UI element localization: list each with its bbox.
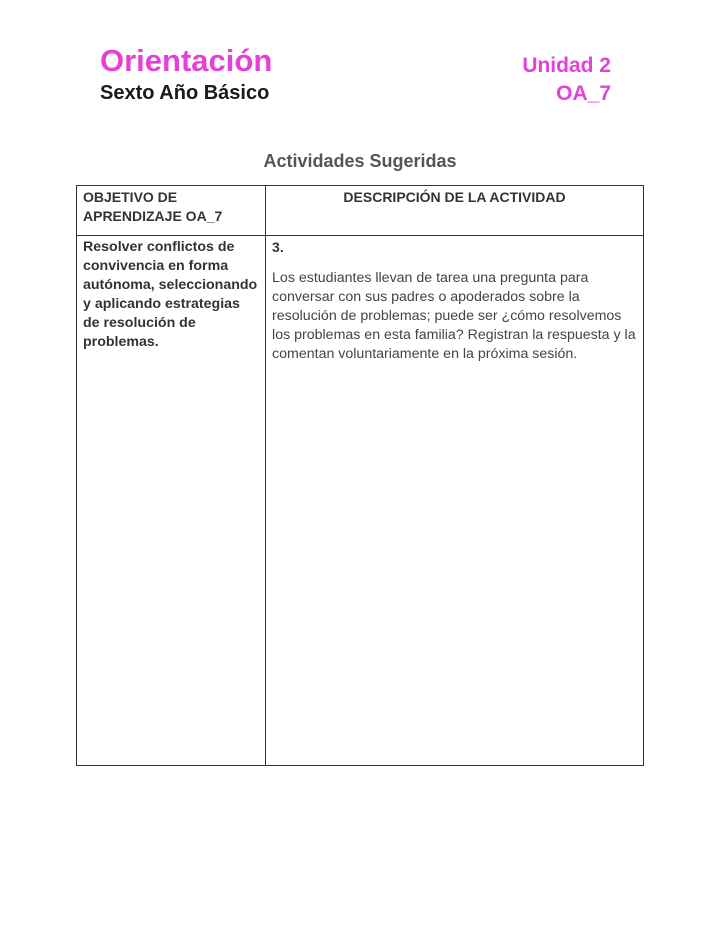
section-title: Actividades Sugeridas (263, 151, 457, 171)
description-cell (266, 236, 644, 766)
subject-title: Orientación (100, 43, 273, 78)
objective-code-label: OA_7 (556, 82, 611, 105)
table-header-row (77, 186, 644, 236)
table-row (77, 236, 644, 766)
page-header-left (100, 42, 272, 106)
activity-table (76, 185, 644, 766)
grade-title: Sexto Año Básico (100, 82, 270, 104)
objective-column-header: OBJETIVO DE APRENDIZAJE OA_7 (77, 186, 266, 236)
description-column-header: DESCRIPCIÓN DE LA ACTIVIDAD (266, 186, 644, 236)
activity-text: Los estudiantes llevan de tarea una pregunta para conversar con sus padres o apoderados sobre la resolución de problemas; puede ser ¿cómo resolvemos los problemas en esta familia? Registran la respuesta y la comentan voluntariamente en la próxima sesión. (272, 270, 636, 362)
page-header-right (522, 52, 611, 108)
objective-text: Resolver conflictos de convivencia en forma autónoma, seleccionando y aplicando estrategias de resolución de problemas. (83, 239, 258, 350)
unit-label: Unidad 2 (522, 54, 611, 77)
activity-number: 3. (272, 239, 284, 255)
objective-cell (77, 236, 266, 766)
